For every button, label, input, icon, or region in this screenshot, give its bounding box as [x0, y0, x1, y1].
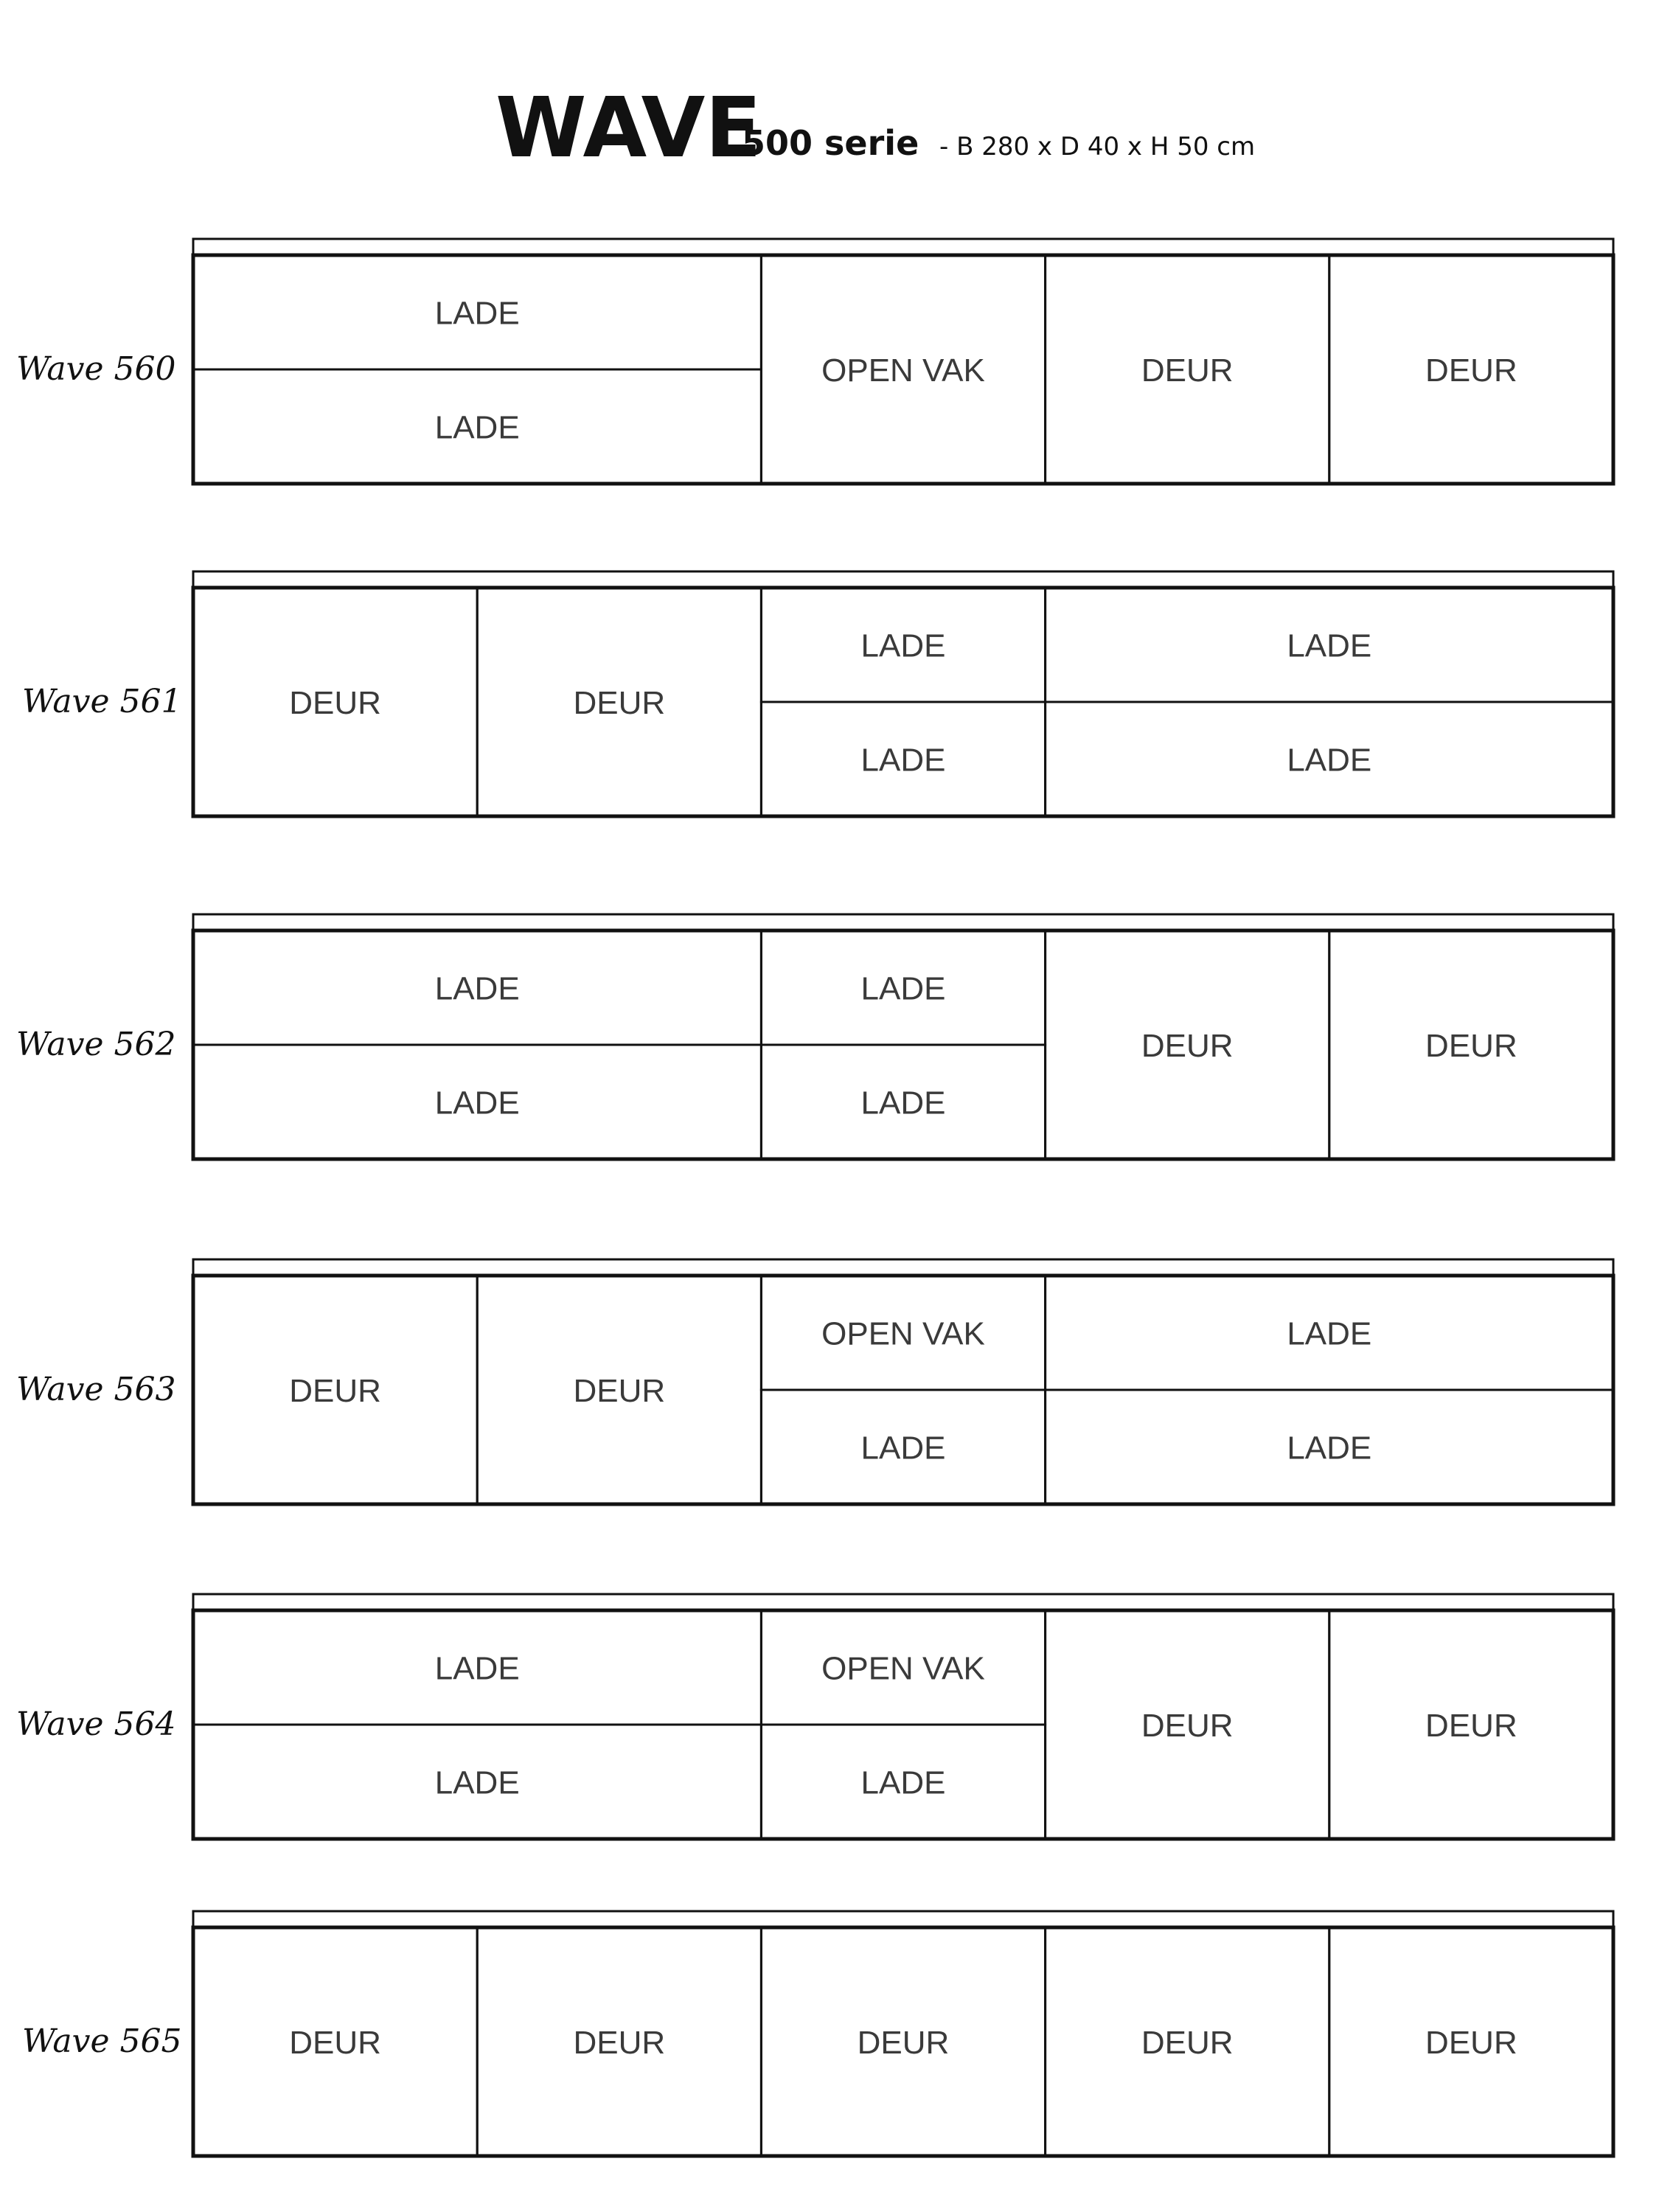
drawer-label: LADE — [860, 1430, 946, 1467]
door-label: DEUR — [573, 685, 666, 721]
cabinet-unit — [22, 1911, 1613, 2156]
drawer-label: LADE — [1287, 1315, 1372, 1352]
unit-name: Wave 564 — [16, 1705, 176, 1743]
door-label: DEUR — [289, 2025, 381, 2061]
door-label: DEUR — [573, 1373, 666, 1409]
cabinet-unit — [16, 1259, 1613, 1504]
door-label: DEUR — [1425, 1708, 1517, 1744]
door-label: DEUR — [1141, 352, 1234, 389]
cabinet-unit — [16, 914, 1613, 1159]
drawer-label: LADE — [1287, 742, 1372, 779]
unit-name: Wave 565 — [22, 2023, 182, 2060]
door-label: DEUR — [1425, 1028, 1517, 1064]
cabinet-unit — [16, 239, 1613, 484]
drawer-label: LADE — [860, 1085, 946, 1121]
drawer-label: LADE — [860, 742, 946, 779]
open-compartment-label: OPEN VAK — [821, 352, 985, 389]
cabinet-unit — [22, 571, 1613, 816]
top-panel — [193, 239, 1613, 255]
top-panel — [193, 914, 1613, 931]
drawer-label: LADE — [1287, 627, 1372, 664]
unit-name: Wave 561 — [22, 683, 182, 720]
title-dimensions: - B 280 x D 40 x H 50 cm — [939, 132, 1256, 161]
drawer-label: LADE — [860, 1764, 946, 1801]
door-label: DEUR — [1425, 352, 1517, 389]
door-label: DEUR — [857, 2025, 950, 2061]
door-label: DEUR — [573, 2025, 666, 2061]
drawer-label: LADE — [434, 1650, 520, 1687]
door-label: DEUR — [1425, 2025, 1517, 2061]
door-label: DEUR — [289, 685, 381, 721]
unit-name: Wave 560 — [16, 350, 176, 388]
unit-name: Wave 562 — [16, 1026, 176, 1063]
title-series: 500 serie — [742, 123, 919, 163]
top-panel — [193, 1259, 1613, 1276]
unit-name: Wave 563 — [16, 1371, 176, 1408]
open-compartment-label: OPEN VAK — [821, 1315, 985, 1352]
title-wave: WAVE — [495, 80, 762, 176]
door-label: DEUR — [1141, 2025, 1234, 2061]
cabinet-unit — [16, 1594, 1613, 1839]
drawer-label: LADE — [860, 970, 946, 1007]
header — [495, 80, 1255, 176]
top-panel — [193, 1911, 1613, 1927]
door-label: DEUR — [1141, 1708, 1234, 1744]
drawer-label: LADE — [434, 970, 520, 1007]
drawer-label: LADE — [434, 1764, 520, 1801]
door-label: DEUR — [1141, 1028, 1234, 1064]
drawer-label: LADE — [434, 1085, 520, 1121]
drawer-label: LADE — [1287, 1430, 1372, 1467]
door-label: DEUR — [289, 1373, 381, 1409]
drawer-label: LADE — [860, 627, 946, 664]
drawer-label: LADE — [434, 409, 520, 446]
open-compartment-label: OPEN VAK — [821, 1650, 985, 1687]
top-panel — [193, 1594, 1613, 1610]
cabinet-units — [16, 239, 1613, 2156]
top-panel — [193, 571, 1613, 588]
drawer-label: LADE — [434, 295, 520, 332]
